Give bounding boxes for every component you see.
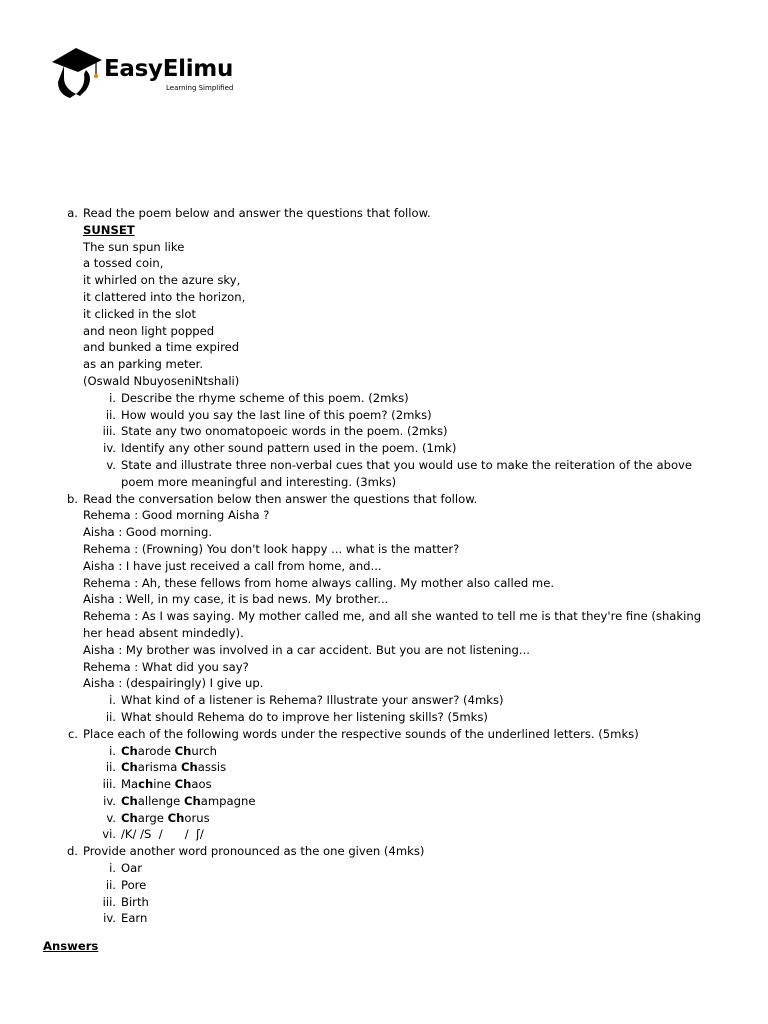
list-marker: c. bbox=[67, 726, 78, 741]
dialogue-text: Aisha : Good morning. bbox=[83, 525, 213, 540]
sub-question bbox=[0, 692, 768, 709]
question-c-intro bbox=[0, 726, 768, 743]
word-rest: ine bbox=[153, 777, 175, 792]
list-marker: iii. bbox=[102, 894, 116, 909]
dialogue-text: Aisha : I have just received a call from home, and... bbox=[83, 558, 382, 573]
word-pair bbox=[0, 759, 768, 776]
word-pair-text bbox=[121, 810, 210, 827]
question-text: What should Rehema do to improve her listening skills? (5mks) bbox=[121, 709, 488, 724]
poem-line-text: a tossed coin, bbox=[83, 256, 164, 271]
question-a-intro bbox=[0, 205, 768, 222]
word-pair-text bbox=[121, 776, 212, 793]
dialogue-text: Rehema : Ah, these fellows from home always calling. My mother also called me. bbox=[83, 575, 555, 590]
highlighted-letters: Ch bbox=[183, 793, 201, 808]
list-marker: iii. bbox=[102, 777, 116, 792]
dialogue-line bbox=[0, 625, 768, 642]
poem-line-text: The sun spun like bbox=[83, 239, 185, 254]
word-rest: allenge bbox=[137, 793, 184, 808]
brand-tagline: Learning Simplified bbox=[166, 84, 234, 92]
word-rest: arisma bbox=[137, 760, 181, 775]
list-marker: ii. bbox=[105, 760, 116, 775]
poem-line-text: and bunked a time expired bbox=[83, 340, 240, 355]
question-text: poem more meaningful and interesting. (3mks) bbox=[121, 474, 397, 489]
easyelimu-logo bbox=[50, 44, 250, 100]
highlighted-letters: Ch bbox=[121, 810, 138, 825]
list-marker: v. bbox=[106, 810, 116, 825]
graduate-cap-icon bbox=[50, 44, 106, 100]
question-text: Read the conversation below then answer the questions that follow. bbox=[83, 491, 478, 506]
word-pair bbox=[0, 810, 768, 827]
highlighted-letters: Ch bbox=[167, 810, 185, 825]
dialogue-text: Rehema : Good morning Aisha ? bbox=[83, 508, 270, 523]
poem-line bbox=[0, 323, 768, 340]
question-text: Pore bbox=[121, 877, 147, 892]
question-text: Oar bbox=[121, 861, 142, 876]
word-rest: arode bbox=[137, 743, 175, 758]
question-text: State and illustrate three non-verbal cues that you would use to make the reiteration of the above bbox=[121, 457, 693, 472]
list-marker: iv. bbox=[103, 793, 116, 808]
question-text: Provide another word pronounced as the one given (4mks) bbox=[83, 844, 425, 859]
list-marker: vi. bbox=[102, 827, 116, 842]
poem-line-text: and neon light popped bbox=[83, 323, 215, 338]
highlighted-letters: Ch bbox=[174, 777, 192, 792]
poem-line-text: it clattered into the horizon, bbox=[83, 289, 246, 304]
list-marker: i. bbox=[109, 693, 116, 708]
sub-question bbox=[0, 860, 768, 877]
list-marker: v. bbox=[106, 457, 116, 472]
dialogue-line bbox=[0, 507, 768, 524]
highlighted-letters: Ch bbox=[174, 743, 192, 758]
list-marker: iv. bbox=[103, 911, 116, 926]
dialogue-line bbox=[0, 659, 768, 676]
list-marker: ii. bbox=[105, 407, 116, 422]
sub-question bbox=[0, 423, 768, 440]
word-rest: aos bbox=[191, 777, 212, 792]
highlighted-letters: Ch bbox=[121, 793, 138, 808]
poem-line bbox=[0, 339, 768, 356]
answers-heading: Answers bbox=[43, 939, 99, 953]
poem-line bbox=[0, 255, 768, 272]
question-text: State any two onomatopoeic words in the poem. (2mks) bbox=[121, 424, 448, 439]
dialogue-line bbox=[0, 642, 768, 659]
question-b-intro bbox=[0, 491, 768, 508]
document-body bbox=[0, 205, 768, 927]
question-text: Read the poem below and answer the questions that follow. bbox=[83, 206, 431, 220]
poem-line-text: it whirled on the azure sky, bbox=[83, 273, 241, 288]
list-marker: ii. bbox=[105, 709, 116, 724]
dialogue-text: Aisha : Well, in my case, it is bad news. My brother... bbox=[83, 592, 389, 607]
poem-line-text: as an parking meter. bbox=[83, 357, 204, 372]
list-marker: i. bbox=[109, 390, 116, 405]
poem-title-row bbox=[0, 222, 768, 239]
dialogue-text: Rehema : (Frowning) You don't look happy ... what is the matter? bbox=[83, 541, 460, 556]
list-marker: iii. bbox=[102, 424, 116, 439]
sub-question bbox=[0, 709, 768, 726]
list-marker: iv. bbox=[103, 441, 116, 456]
sub-question bbox=[0, 457, 768, 474]
word-pair-text bbox=[121, 759, 226, 776]
word-rest: assis bbox=[197, 760, 227, 775]
word-rest: urch bbox=[191, 743, 218, 758]
highlighted-letters: ch bbox=[138, 777, 154, 792]
word-pair bbox=[0, 793, 768, 810]
sounds-text: /K/ /S / / ʃ/ bbox=[121, 827, 204, 842]
dialogue-text: Rehema : As I was saying. My mother called me, and all she wanted to tell me is that they're fine (shaking bbox=[83, 609, 702, 624]
dialogue-text: Aisha : (despairingly) I give up. bbox=[83, 676, 264, 691]
highlighted-letters: Ch bbox=[121, 760, 138, 775]
poem-line-text: it clicked in the slot bbox=[83, 306, 196, 321]
word-pair-text bbox=[121, 793, 255, 810]
word-prefix: Ma bbox=[121, 777, 139, 792]
poem-line bbox=[0, 306, 768, 323]
question-text: What kind of a listener is Rehema? Illustrate your answer? (4mks) bbox=[121, 693, 504, 708]
dialogue-line bbox=[0, 541, 768, 558]
sub-question bbox=[0, 390, 768, 407]
word-pair-text bbox=[121, 743, 217, 760]
dialogue-line bbox=[0, 575, 768, 592]
dialogue-line bbox=[0, 558, 768, 575]
dialogue-line bbox=[0, 591, 768, 608]
list-marker: ii. bbox=[105, 877, 116, 892]
dialogue-text: Aisha : My brother was involved in a car accident. But you are not listening... bbox=[83, 642, 530, 657]
question-text: Place each of the following words under the respective sounds of the underlined letters. (5mks) bbox=[83, 726, 639, 741]
dialogue-line bbox=[0, 675, 768, 692]
poem-line-text: (Oswald NbuyoseniNtshali) bbox=[83, 373, 240, 388]
question-text: How would you say the last line of this poem? (2mks) bbox=[121, 407, 432, 422]
poem-title: SUNSET bbox=[83, 222, 135, 237]
highlighted-letters: Ch bbox=[121, 743, 138, 758]
question-text: Identify any other sound pattern used in the poem. (1mk) bbox=[121, 441, 457, 456]
sub-question bbox=[0, 894, 768, 911]
word-rest: arge bbox=[137, 810, 168, 825]
dialogue-line bbox=[0, 608, 768, 625]
question-text: Birth bbox=[121, 894, 149, 909]
word-pair bbox=[0, 743, 768, 760]
list-marker: i. bbox=[109, 861, 116, 876]
poem-line bbox=[0, 373, 768, 390]
dialogue-line bbox=[0, 524, 768, 541]
sub-question bbox=[0, 910, 768, 927]
poem-line bbox=[0, 289, 768, 306]
sounds-row bbox=[0, 826, 768, 843]
word-pair bbox=[0, 776, 768, 793]
dialogue-text: her head absent mindedly). bbox=[83, 625, 244, 640]
list-marker: d. bbox=[66, 844, 78, 859]
brand-name: EasyElimu bbox=[104, 56, 234, 82]
poem-line bbox=[0, 239, 768, 256]
poem-line bbox=[0, 356, 768, 373]
sub-question bbox=[0, 877, 768, 894]
word-rest: ampagne bbox=[200, 793, 256, 808]
list-marker: i. bbox=[109, 743, 116, 758]
highlighted-letters: Ch bbox=[180, 760, 198, 775]
question-text: Earn bbox=[121, 911, 148, 926]
question-continuation bbox=[0, 474, 768, 491]
word-rest: orus bbox=[184, 810, 210, 825]
question-text: Describe the rhyme scheme of this poem. (2mks) bbox=[121, 390, 409, 405]
sub-question bbox=[0, 440, 768, 457]
question-d-intro bbox=[0, 843, 768, 860]
list-marker: b. bbox=[66, 491, 78, 506]
dialogue-text: Rehema : What did you say? bbox=[83, 659, 249, 674]
sub-question bbox=[0, 407, 768, 424]
poem-line bbox=[0, 272, 768, 289]
list-marker: a. bbox=[67, 206, 78, 220]
